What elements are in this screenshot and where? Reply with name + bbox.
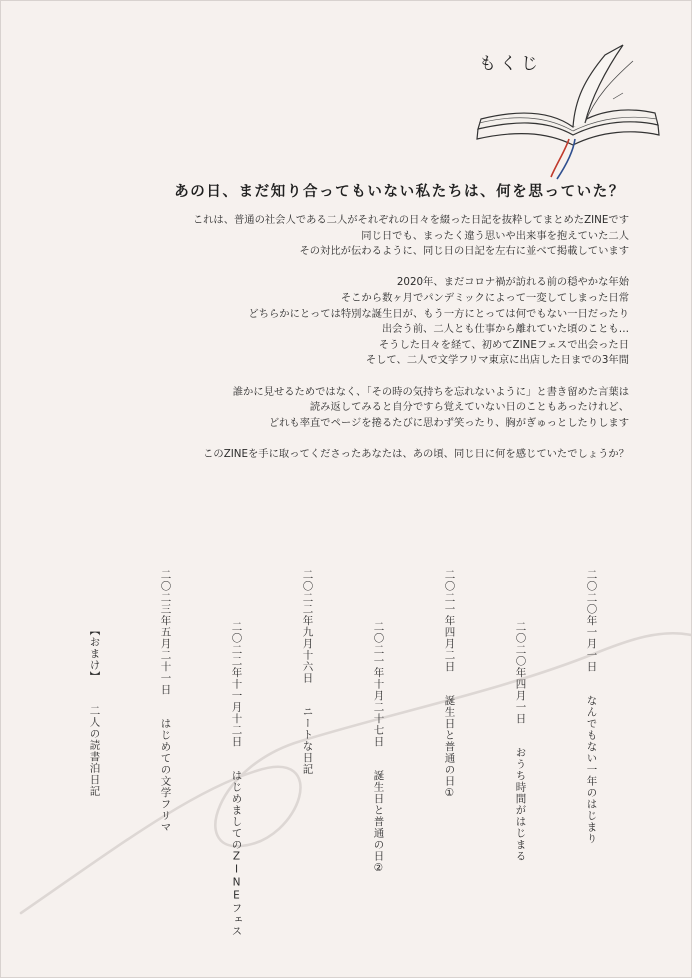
toc-title: おうち時間がはじまる [514, 746, 527, 862]
toc-date: 二〇二〇年四月一日 [514, 621, 527, 725]
toc-date: 二〇二一年四月二日 [443, 569, 456, 673]
intro-line: どれも率直でページを捲るたびに思わず笑ったり、胸がぎゅっとしたりします [268, 416, 629, 429]
toc-title: ニートな日記 [301, 706, 314, 775]
intro-line: 2020年、まだコロナ禍が訪れる前の穏やかな年始 [396, 276, 629, 289]
intro-line: 誰かに見せるためではなく、「その時の気持ちを忘れないように」と書き留めた言葉は [232, 385, 629, 398]
toc-title: 二人の読書泊日記 [88, 704, 101, 797]
intro-line: 同じ日でも、まったく違う思いや出来事を抱えていた二人 [361, 229, 629, 242]
intro-line: どちらかにとっては特別な誕生日が、もう一方にとっては何でもない一日だったり [248, 307, 629, 320]
toc-date: 二〇二二年九月十六日 [301, 569, 314, 684]
toc-title: はじめての文学フリマ [159, 717, 172, 833]
toc-entry-2[interactable] [515, 621, 526, 862]
intro-line: そこから数ヶ月でパンデミックによって一変してしまった日常 [340, 291, 629, 304]
toc-title: はじめましてのZINEフェス [230, 769, 243, 937]
toc-date: 二〇二二年十一月十二日 [230, 621, 243, 748]
toc-entry-4[interactable] [373, 621, 384, 875]
toc-entry-5[interactable] [302, 569, 313, 775]
intro-paragraph-1 [159, 213, 629, 260]
toc-entry-bonus[interactable] [89, 625, 100, 797]
headline: あの日、まだ知り合ってもいない私たちは、何を思っていた？ [174, 184, 625, 200]
toc-entry-1[interactable] [586, 569, 597, 844]
intro-line: その対比が伝わるように、同じ日の日記を左右に並べて掲載しています [299, 245, 629, 258]
toc-heading: もくじ [479, 54, 542, 74]
intro-line: そして、二人で文学フリマ東京に出店した日までの3年間 [365, 354, 629, 367]
toc-title: なんでもない一年のはじまり [585, 694, 598, 844]
toc-entry-7[interactable] [160, 569, 171, 833]
toc-date: 二〇二一年十月二十七日 [372, 621, 385, 748]
intro-line: 読み返してみると自分ですら覚えていない日のこともあったけれど、 [309, 401, 629, 414]
intro-line: これは、普通の社会人である二人がそれぞれの日々を綴った日記を抜粋してまとめたZINEです [192, 214, 629, 226]
toc-date: 二〇二〇年一月一日 [585, 569, 598, 673]
intro-paragraph-2 [159, 275, 629, 369]
intro-line: そうした日々を経て、初めてZINEフェスで出会った日 [378, 338, 629, 351]
toc-entry-6[interactable] [231, 621, 242, 937]
toc-date: 【おまけ】 [88, 625, 101, 683]
intro-paragraph-4 [159, 447, 629, 463]
intro-paragraph-3 [159, 385, 629, 432]
intro-line: このZINEを手に取ってくださったあなたは、あの頃、同じ日に何を感じていたでしょうか？ [203, 447, 629, 460]
toc-entry-3[interactable] [444, 569, 455, 800]
toc-title: 誕生日と普通の日① [443, 694, 456, 800]
intro-text [159, 213, 629, 478]
toc-title: 誕生日と普通の日② [372, 769, 385, 875]
toc-date: 二〇二三年五月二十一日 [159, 569, 172, 696]
intro-line: 出会う前、二人とも仕事から離れていた頃のことも… [381, 323, 629, 336]
